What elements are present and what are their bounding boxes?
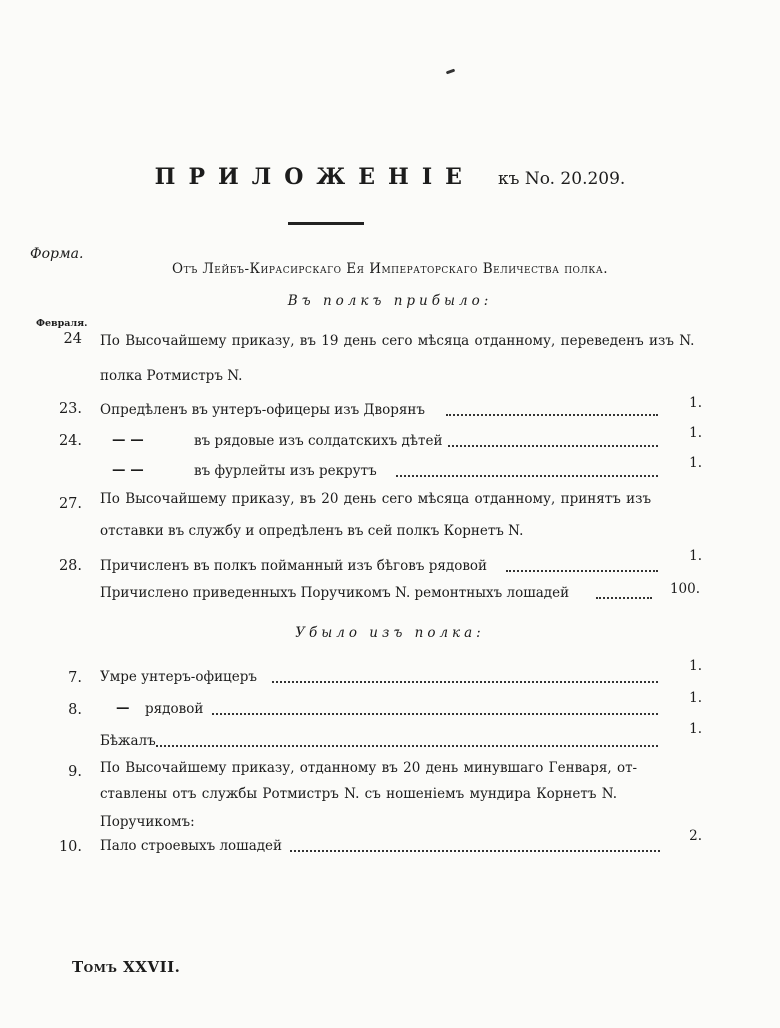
entry-text: въ рядовые изъ солдатскихъ дѣтей bbox=[194, 433, 443, 449]
title-word: ПРИЛОЖЕНІЕ bbox=[154, 164, 475, 190]
title-reference: къ No. 20.209. bbox=[497, 169, 626, 189]
month-label: Февраля. bbox=[36, 318, 88, 329]
entry-text: рядовой bbox=[145, 701, 204, 717]
entry-text: Опредѣленъ въ унтеръ-офицеры изъ Дворянъ bbox=[100, 402, 425, 418]
leader-dots bbox=[272, 681, 658, 683]
entry-number: 9. bbox=[68, 764, 82, 780]
forma-label: Форма. bbox=[30, 246, 84, 262]
leader-dots bbox=[396, 475, 658, 477]
entry-number: 10. bbox=[58, 839, 82, 855]
entry-number: 24. bbox=[58, 433, 82, 449]
entry-value: 2. bbox=[689, 828, 702, 844]
entry-text: Пало строевыхъ лошадей bbox=[100, 838, 283, 854]
section-left: Убыло изъ полка: bbox=[295, 625, 485, 641]
entry-text: Причислено приведенныхъ Поручикомъ N. ремонтныхъ лошадей bbox=[100, 585, 570, 601]
entry-text: По Высочайшему приказу, въ 20 день сего мѣсяца отданному, принятъ изъ bbox=[100, 491, 652, 507]
entry-number: 23. bbox=[58, 401, 82, 417]
leader-dots bbox=[596, 597, 652, 599]
regiment-heading: Отъ Лейбъ-Кирасирскаго Ея Императорскаго Величества полка. bbox=[172, 261, 608, 277]
leader-dots bbox=[156, 745, 658, 747]
ditto-dash: — — bbox=[112, 432, 144, 448]
entry-value: 1. bbox=[689, 658, 702, 674]
leader-dots bbox=[446, 414, 658, 416]
entry-number: 28. bbox=[58, 558, 82, 574]
leader-dots bbox=[212, 713, 658, 715]
page-title bbox=[0, 164, 780, 190]
entry-value: 1. bbox=[689, 721, 702, 737]
entry-value: 100. bbox=[669, 581, 700, 597]
entry-value: 1. bbox=[689, 455, 702, 471]
title-rule bbox=[288, 222, 364, 225]
section-arrived: Въ полкъ прибыло: bbox=[287, 293, 493, 309]
entry-number: 27. bbox=[58, 496, 82, 512]
ditto-dash: — bbox=[116, 700, 130, 716]
leader-dots bbox=[290, 850, 660, 852]
entry-value: 1. bbox=[689, 690, 702, 706]
entry-number: 7. bbox=[68, 670, 82, 686]
ink-speck bbox=[446, 69, 455, 75]
entry-text: въ фурлейты изъ рекрутъ bbox=[194, 463, 377, 479]
leader-dots bbox=[506, 570, 658, 572]
entry-text: ставлены отъ службы Ротмистръ N. съ ношеніемъ мундира Корнетъ N. bbox=[100, 786, 617, 802]
entry-text: Умре унтеръ-офицеръ bbox=[100, 669, 257, 685]
volume-footer: Томъ XXVII. bbox=[72, 958, 181, 976]
entry-number: 8. bbox=[68, 702, 82, 718]
entry-value: 1. bbox=[689, 425, 702, 441]
entry-text: Поручикомъ: bbox=[100, 814, 195, 830]
entry-text: Бѣжалъ bbox=[100, 733, 156, 749]
entry-value: 1. bbox=[689, 548, 702, 564]
entry-text: Причисленъ въ полкъ пойманный изъ бѣговъ рядовой bbox=[100, 558, 488, 574]
entry-text: По Высочайшему приказу, отданному въ 20 день минувшаго Генваря, от- bbox=[100, 760, 638, 776]
leader-dots bbox=[448, 445, 658, 447]
entry-text: отставки въ службу и опредѣленъ въ сей полкъ Корнетъ N. bbox=[100, 523, 524, 539]
entry-number: 24 bbox=[63, 331, 82, 347]
entry-text: По Высочайшему приказу, въ 19 день сего мѣсяца отданному, переведенъ изъ N. bbox=[100, 333, 695, 349]
ditto-dash: — — bbox=[112, 462, 144, 478]
entry-text: полка Ротмистръ N. bbox=[100, 368, 243, 384]
entry-value: 1. bbox=[689, 395, 702, 411]
